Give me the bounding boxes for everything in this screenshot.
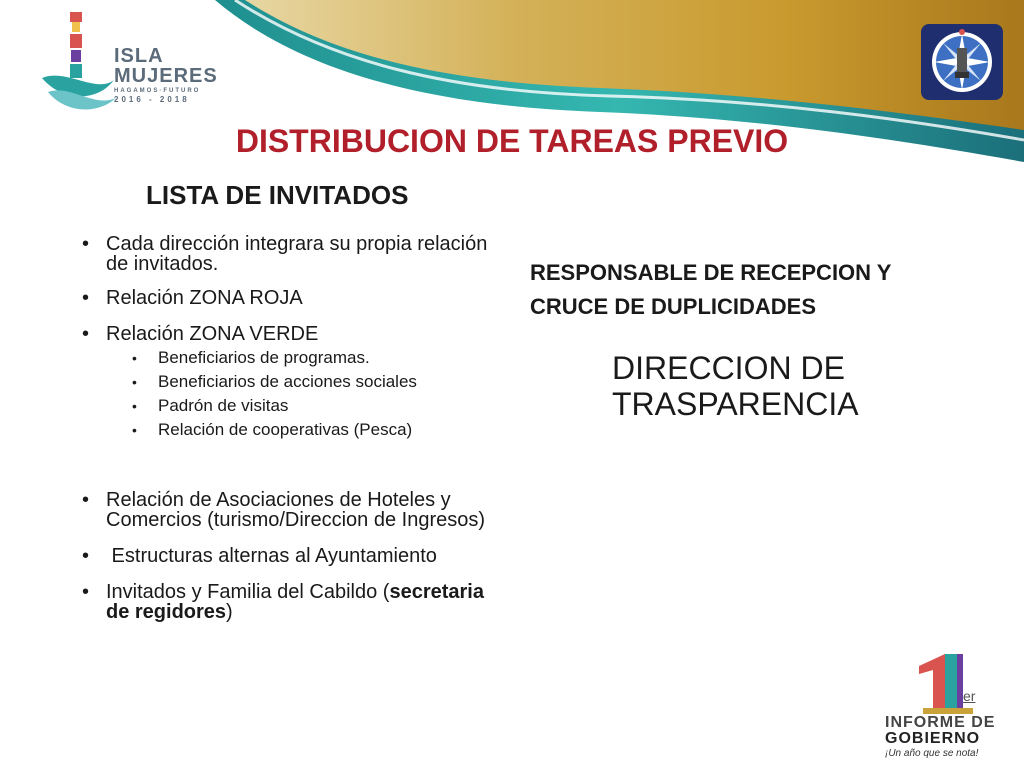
list-item-text: Relación de Asociaciones de Hoteles y Comercios (turismo/Direccion de Ingresos) — [106, 489, 486, 531]
sub-list-item — [106, 396, 512, 416]
report-line-2: GOBIERNO — [885, 730, 981, 747]
bullet-dot: • — [132, 350, 137, 366]
list-item-text-post: ) — [226, 601, 233, 623]
bullet-dot: • — [132, 422, 137, 438]
logo-line-isla: ISLA — [114, 45, 164, 67]
responsable-heading: RESPONSABLE DE RECEPCION Y CRUCE DE DUPLICIDADES — [530, 260, 892, 319]
ordinal-suffix: er — [963, 688, 976, 704]
report-line-1: INFORME DE — [885, 714, 996, 731]
compass-lighthouse-icon — [921, 24, 1003, 100]
sub-list-item-text: Relación de cooperativas (Pesca) — [158, 420, 413, 439]
list-item — [82, 546, 512, 566]
sub-list-item-text: Beneficiarios de programas. — [158, 348, 370, 367]
bullet-dot: • — [82, 581, 90, 603]
informe-gobierno-logo — [885, 652, 1005, 760]
report-tagline: ¡Un año que se nota! — [885, 748, 979, 759]
list-item — [82, 490, 512, 530]
logo-years: 2016 - 2018 — [114, 95, 190, 104]
list-item — [82, 582, 512, 622]
isla-mujeres-logo — [36, 8, 216, 118]
responsable-value: DIRECCION DE TRASPARENCIA — [612, 350, 859, 422]
logo-line-mujeres: MUJERES — [114, 65, 218, 87]
bullet-dot: • — [82, 323, 90, 345]
bullet-dot: • — [82, 545, 90, 567]
number-one-icon — [915, 652, 995, 716]
sub-list-item-text: Beneficiarios de acciones sociales — [158, 372, 417, 391]
list-item — [82, 324, 512, 440]
sub-list-item — [106, 372, 512, 392]
list-item-text: Estructuras alternas al Ayuntamiento — [106, 545, 437, 567]
invitados-bullet-list — [82, 234, 512, 622]
municipal-seal-logo — [921, 24, 1003, 100]
bullet-dot: • — [82, 287, 90, 309]
list-item — [82, 234, 512, 274]
slide-subtitle: LISTA DE INVITADOS — [146, 180, 409, 210]
list-item-text-pre: Invitados y Familia del Cabildo ( — [106, 581, 390, 603]
lighthouse-icon — [36, 8, 116, 118]
list-item-text: Relación ZONA ROJA — [106, 287, 303, 309]
sub-list-item-text: Padrón de visitas — [158, 396, 289, 415]
slide-title: DISTRIBUCION DE TAREAS PREVIO — [235, 123, 789, 159]
bullet-dot: • — [132, 398, 137, 414]
bullet-dot: • — [132, 374, 137, 390]
bullet-dot: • — [82, 233, 90, 255]
zona-verde-sublist — [106, 348, 512, 440]
list-item-text: Cada dirección integrara su propia relación de invitados. — [106, 233, 488, 275]
list-item-text-bold: secretaria de regidores — [106, 581, 484, 623]
sub-list-item — [106, 348, 512, 368]
list-item — [82, 288, 512, 308]
sub-list-item — [106, 420, 512, 440]
list-item-text: Relación ZONA VERDE — [106, 323, 319, 345]
logo-tagline: HAGAMOS·FUTURO — [114, 88, 201, 94]
bullet-dot: • — [82, 489, 90, 511]
